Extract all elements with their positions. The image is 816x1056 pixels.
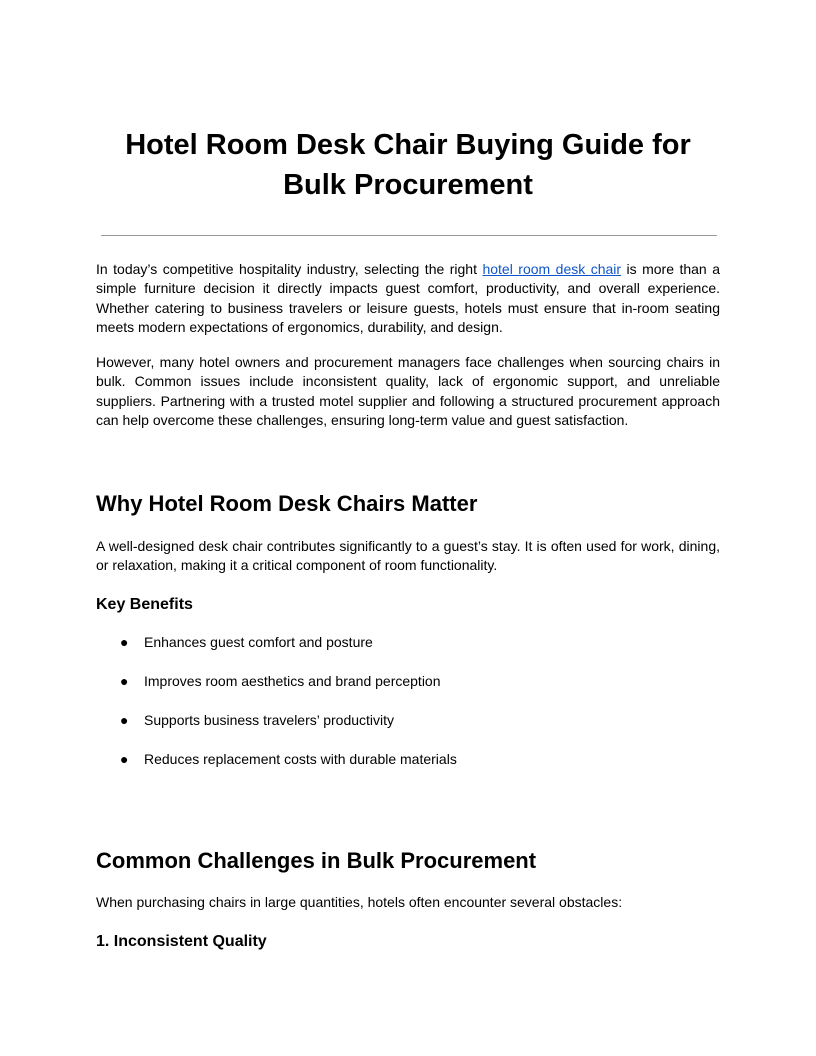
- common-challenges-paragraph: When purchasing chairs in large quantities, hotels often encounter several obstacles:: [96, 894, 623, 910]
- list-item-text: Supports business travelers’ productivity: [144, 712, 395, 728]
- why-chairs-matter-paragraph: A well-designed desk chair contributes significantly to a guest’s stay. It is often used for work, dining, or relaxation, making it a critical component of room functionality.: [96, 538, 720, 574]
- subheading-key-benefits: Key Benefits: [96, 596, 193, 613]
- section-heading-why-chairs-matter: Why Hotel Room Desk Chairs Matter: [96, 491, 478, 516]
- bullet-icon: ●: [120, 673, 129, 689]
- intro-text-after-link: is more than a simple furniture decision it directly impacts guest comfort, productivity, and overall experience. Whether catering to business travelers or leisure guests, hotels must ensure that in-room seating meets modern expectations of ergonomics, durability, and design.: [96, 261, 720, 336]
- bullet-icon: ●: [120, 751, 129, 767]
- hotel-room-desk-chair-link[interactable]: hotel room desk chair: [482, 261, 622, 277]
- intro-paragraph: [96, 260, 720, 338]
- title-line-2: Bulk Procurement: [283, 169, 533, 201]
- procurement-challenges-paragraph: However, many hotel owners and procurement managers face challenges when sourcing chairs in bulk. Common issues include inconsistent quality, lack of ergonomic support, and unreliable suppliers. Partnering with a trusted motel supplier and following a structured procurement approach can help overcome these challenges, ensuring long-term value and guest satisfaction.: [96, 354, 720, 429]
- bullet-icon: ●: [120, 712, 129, 728]
- list-item-text: Improves room aesthetics and brand perception: [144, 673, 441, 689]
- title-divider: [101, 235, 717, 236]
- list-item-text: Reduces replacement costs with durable materials: [144, 751, 457, 767]
- list-item-text: Enhances guest comfort and posture: [144, 634, 373, 650]
- subheading-inconsistent-quality: 1. Inconsistent Quality: [96, 933, 267, 950]
- section-heading-common-challenges: Common Challenges in Bulk Procurement: [96, 848, 537, 873]
- intro-text-before-link: In today’s competitive hospitality industry, selecting the right: [96, 261, 483, 277]
- bullet-icon: ●: [120, 634, 129, 650]
- page-title: [96, 125, 720, 205]
- title-line-1: Hotel Room Desk Chair Buying Guide for: [125, 129, 691, 161]
